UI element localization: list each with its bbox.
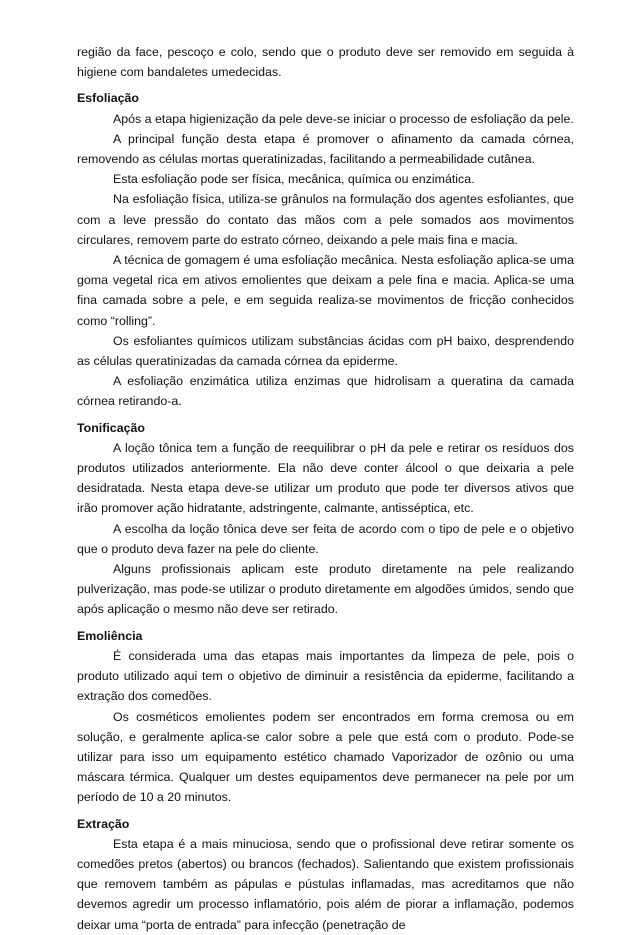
section-heading: Extração	[77, 816, 130, 831]
paragraph: Esta esfoliação pode ser física, mecânica, química ou enzimática.	[113, 172, 475, 187]
paragraph: A principal função desta etapa é promover o afinamento da camada córnea, removendo as células mortas queratinizadas, facilitando a permeabilidade cutânea.	[77, 131, 574, 167]
paragraph: Esta etapa é a mais minuciosa, sendo que o profissional deve retirar somente os comedões pretos (abertos) ou brancos (fechados). Salientando que existem profissionais que removem também as pápulas e pústulas inflamadas, mas acreditamos que não devemos agredir um processo inflamatório, pois além de piorar a inflamação, podemos deixar uma “porta de entrada” para infecção (penetração de	[77, 836, 574, 932]
section-extracao	[77, 814, 574, 935]
paragraph: Os cosméticos emolientes podem ser encontrados em forma cremosa ou em solução, e geralmente aplica-se calor sobre a pele que está com o produto. Pode-se utilizar para isso um equipamento estético chamado Vaporizador de ozônio ou uma máscara térmica. Qualquer um destes equipamentos deve permanecer na pele por um período de 10 a 20 minutos.	[77, 709, 574, 805]
paragraph: É considerada uma das etapas mais importantes da limpeza de pele, pois o produto utilizado aqui tem o objetivo de diminuir a resistência da epiderme, facilitando a extração dos comedões.	[77, 648, 574, 704]
paragraph: A loção tônica tem a função de reequilibrar o pH da pele e retirar os resíduos dos produtos utilizados anteriormente. Ela não deve conter álcool o que deixaria a pele desidratada. Nesta etapa deve-se utilizar um produto que pode ter diversos ativos que irão promover ação hidratante, adstringente, calmante, antisséptica, etc.	[77, 440, 574, 516]
section-tonificacao	[77, 418, 574, 620]
paragraph: Os esfoliantes químicos utilizam substâncias ácidas com pH baixo, desprendendo as células queratinizadas da camada córnea da epiderme.	[77, 333, 574, 369]
paragraph: Na esfoliação física, utiliza-se grânulos na formulação dos agentes esfoliantes, que com a leve pressão do contato das mãos com a pele somados aos movimentos circulares, removem parte do estrato córneo, deixando a pele mais fina e macia.	[77, 192, 574, 247]
section-emoliencia	[77, 626, 574, 808]
opening-paragraph: região da face, pescoço e colo, sendo que o produto deve ser removido em seguida à higiene com bandaletes umedecidas.	[77, 45, 574, 80]
paragraph: Alguns profissionais aplicam este produto diretamente na pele realizando pulverização, mas pode-se utilizar o produto diretamente em algodões úmidos, sendo que após aplicação o mesmo não deve ser retirado.	[77, 562, 574, 617]
section-esfoliacao	[77, 88, 574, 411]
section-heading: Emoliência	[77, 628, 143, 643]
section-heading: Esfoliação	[77, 91, 139, 106]
section-heading: Tonificação	[77, 420, 145, 435]
paragraph: Após a etapa higienização da pele deve-se iniciar o processo de esfoliação da pele.	[113, 111, 574, 126]
paragraph: A esfoliação enzimática utiliza enzimas que hidrolisam a queratina da camada córnea retirando-a.	[77, 374, 574, 409]
paragraph: A técnica de gomagem é uma esfoliação mecânica. Nesta esfoliação aplica-se uma goma vegetal rica em ativos emolientes que deixam a pele fina e macia. Aplica-se uma fina camada sobre a pele, e em seguida realiza-se movimentos de fricção conhecidos como “rolling”.	[77, 253, 574, 328]
paragraph: A escolha da loção tônica deve ser feita de acordo com o tipo de pele e o objetivo que o produto deva fazer na pele do cliente.	[77, 521, 574, 556]
